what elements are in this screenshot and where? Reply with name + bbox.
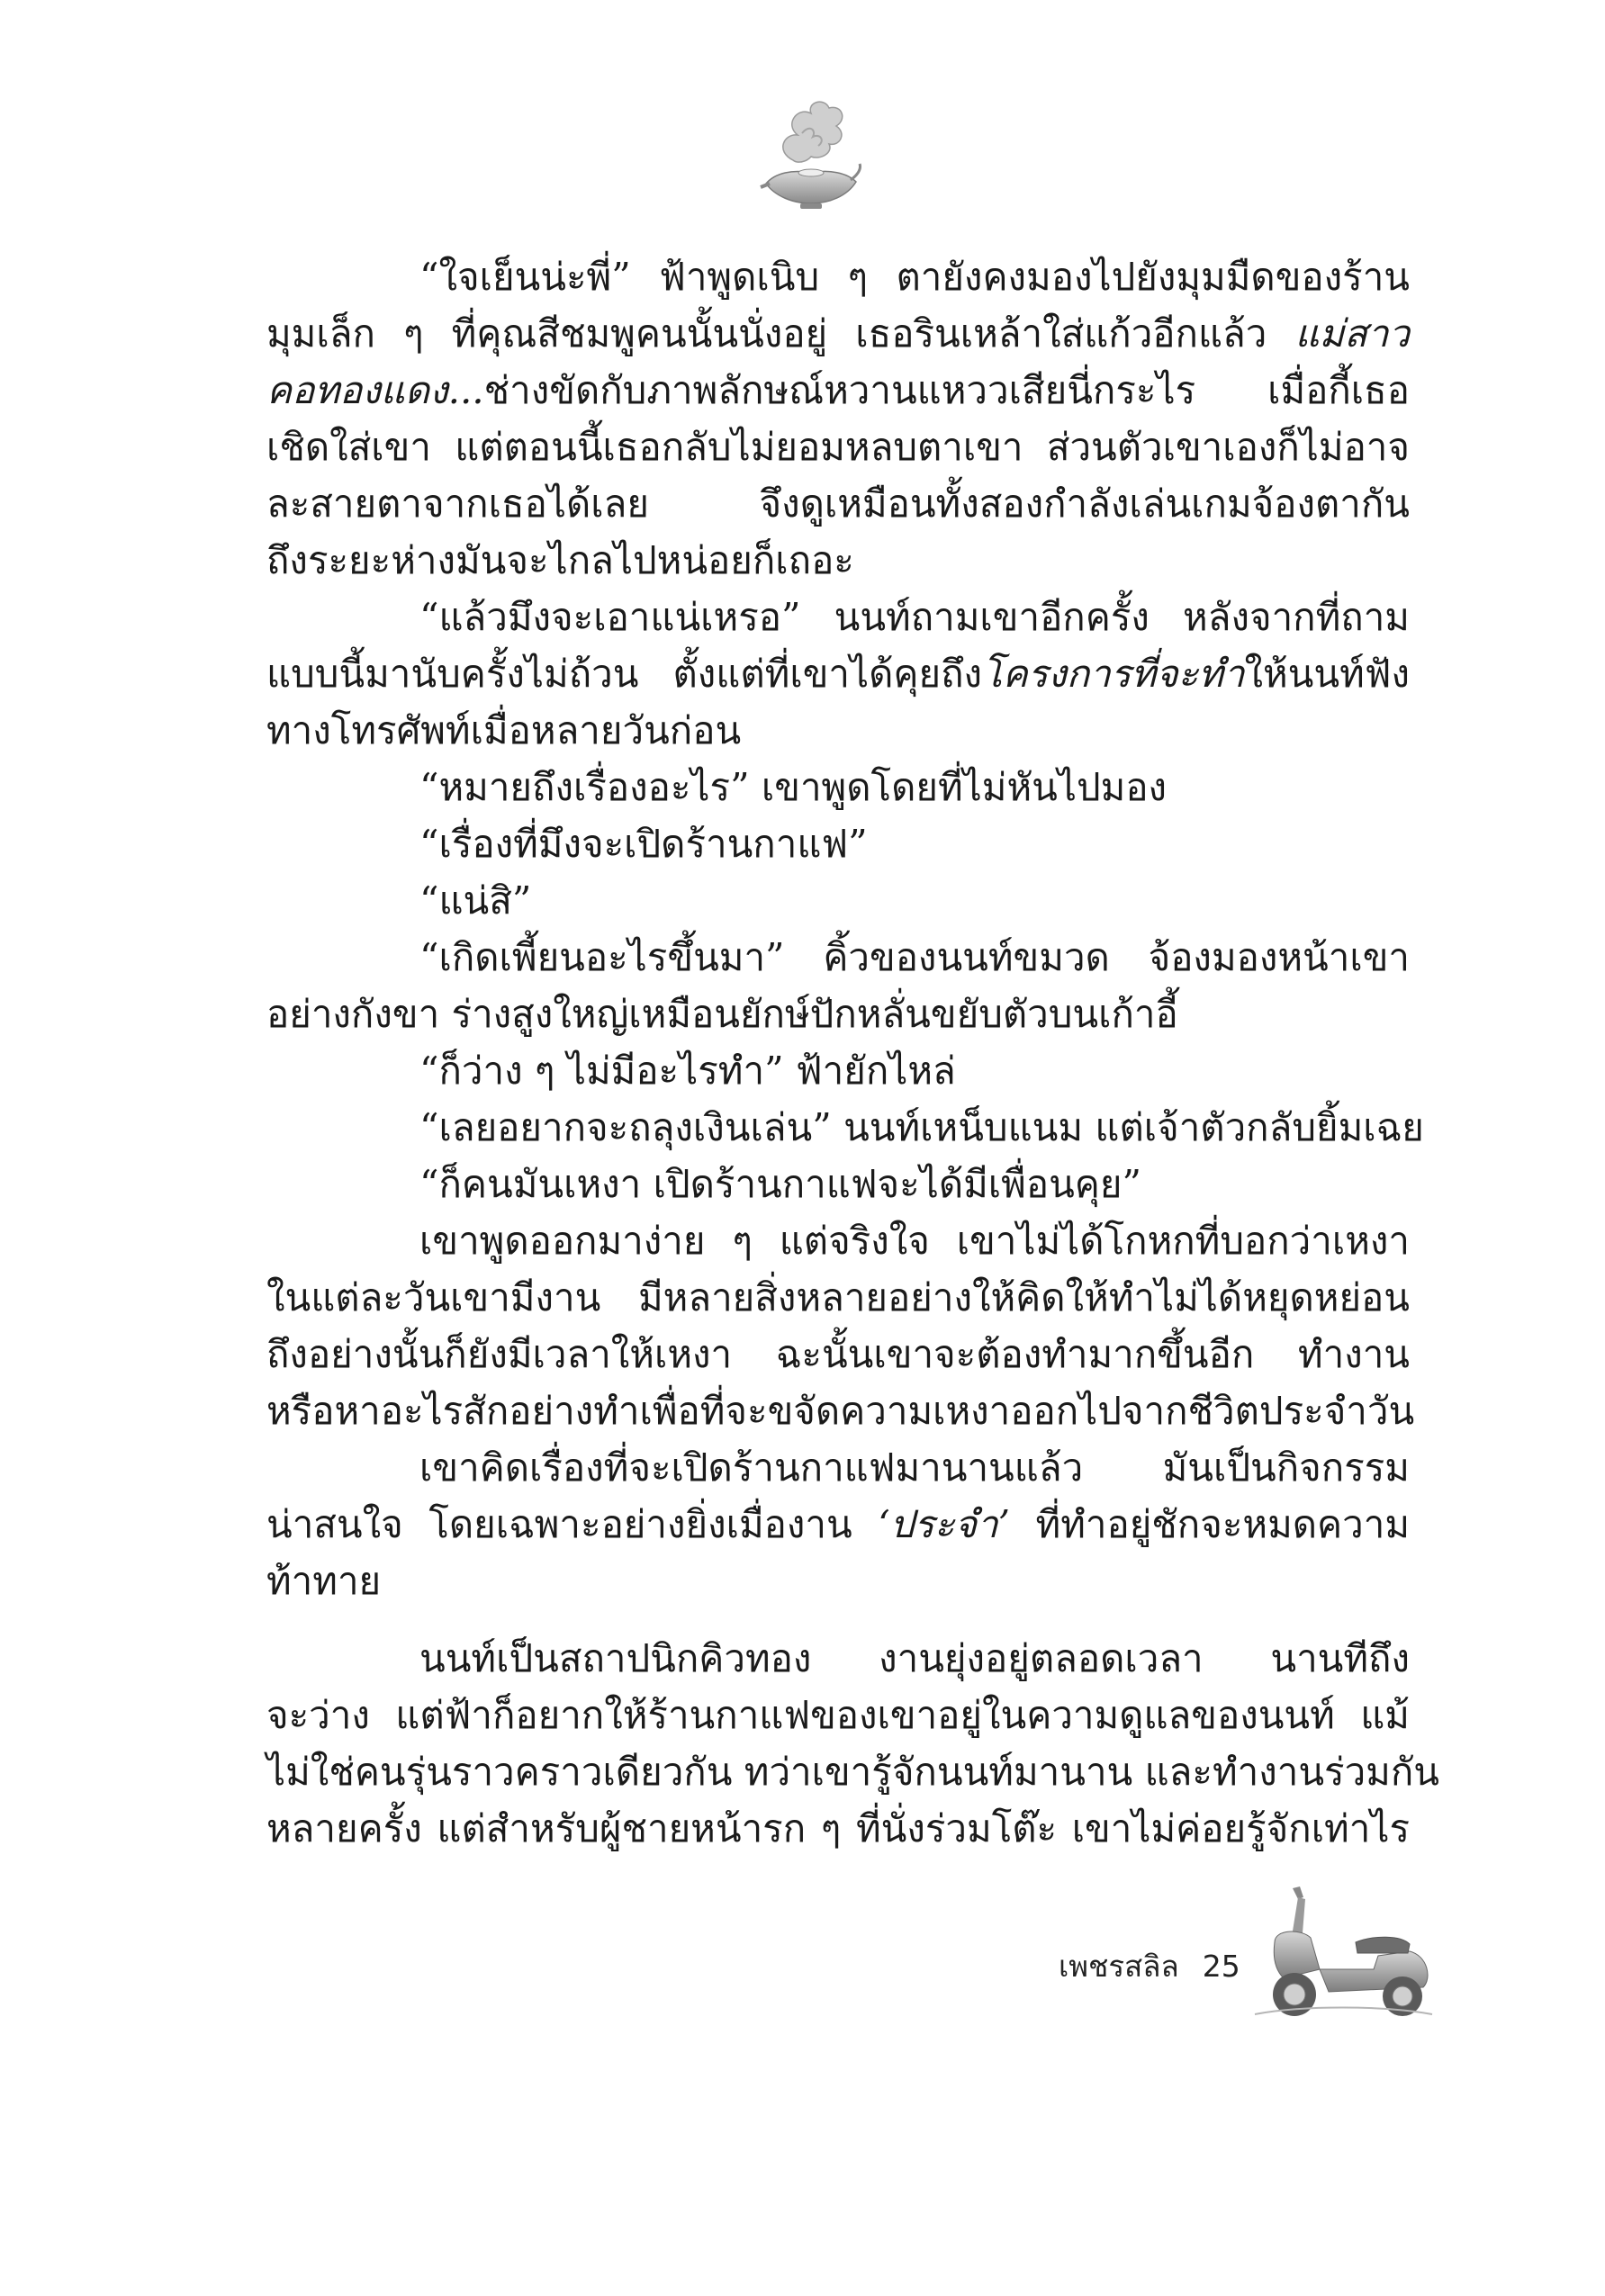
line-text: จะว่าง แต่ฟ้าก็อยากให้ร้านกาแฟของเขาอยู่ในความดูแลของนนท์ แม้ (266, 1693, 1410, 1737)
text-line (419, 874, 531, 928)
text-line (266, 477, 1410, 531)
text-line (419, 590, 1410, 644)
text-line (266, 647, 1410, 701)
page-number: 25 (1202, 1949, 1240, 1984)
line-text: ในแต่ละวันเขามีงาน มีหลายสิ่งหลายอย่างให้คิดให้ทำไม่ได้หยุดหย่อน (266, 1275, 1410, 1319)
text-line (266, 1688, 1410, 1742)
line-text: ท้าทาย (266, 1559, 382, 1603)
line-text: นนท์เป็นสถาปนิกคิวทอง งานยุ่งอยู่ตลอดเวลา นานทีถึง (419, 1636, 1410, 1680)
text-line (419, 1157, 1141, 1211)
text-line (419, 1101, 1424, 1155)
text-line (419, 931, 1410, 985)
text-line (419, 761, 1167, 815)
text-line (266, 1498, 1410, 1552)
text-line (266, 1745, 1440, 1799)
line-text: น่าสนใจ โดยเฉพาะอย่างยิ่งเมื่องาน (266, 1502, 879, 1546)
line-text: แบบนี้มานับครั้งไม่ถ้วน ตั้งแต่ที่เขาได้คุยถึง (266, 652, 983, 696)
line-text: ถึงอย่างนั้นก็ยังมีเวลาให้เหงา ฉะนั้นเขาจะต้องทำมากขึ้นอีก ทำงาน (266, 1332, 1410, 1376)
text-line (419, 817, 868, 871)
line-text: ถึงระยะห่างมันจะไกลไปหน่อยก็เถอะ (266, 538, 854, 582)
line-text: หรือหาอะไรสักอย่างทำเพื่อที่จะขจัดความเหงาออกไปจากชีวิตประจำวัน (266, 1389, 1415, 1433)
text-line (266, 534, 854, 588)
italic-phrase: แม่สาว (1294, 311, 1410, 356)
line-text: ไม่ใช่คนรุ่นราวคราวเดียวกัน ทว่าเขารู้จักนนท์มานาน และทำงานร่วมกัน (266, 1750, 1440, 1794)
line-text: เขาคิดเรื่องที่จะเปิดร้านกาแฟมานานแล้ว มันเป็นกิจกรรม (419, 1445, 1410, 1490)
text-line (419, 1632, 1410, 1686)
text-line (266, 1554, 381, 1608)
line-text: ช่างขัดกับภาพลักษณ์หวานแหววเสียนี่กระไร เมื่อกี้เธอ (483, 368, 1410, 412)
text-line (266, 420, 1410, 474)
line-text: หลายครั้ง แต่สำหรับผู้ชายหน้ารก ๆ ที่นั่งร่วมโต๊ะ เขาไม่ค่อยรู้จักเท่าไร (266, 1806, 1410, 1850)
line-text: “ใจเย็นน่ะพี่” ฟ้าพูดเนิบ ๆ ตายังคงมองไปยังมุมมืดของร้าน (419, 255, 1410, 299)
line-text: อย่างกังขา ร่างสูงใหญ่เหมือนยักษ์ปักหลั่นขยับตัวบนเก้าอี้ (266, 992, 1178, 1036)
line-text: เชิดใส่เขา แต่ตอนนี้เธอกลับไม่ยอมหลบตาเขา ส่วนตัวเขาเองก็ไม่อาจ (266, 425, 1410, 469)
scooter-icon (1248, 1879, 1437, 2023)
line-text: “ก็คนมันเหงา เปิดร้านกาแฟจะได้มีเพื่อนคุย” (419, 1162, 1141, 1206)
line-text: “แล้วมึงจะเอาแน่เหรอ” นนท์ถามเขาอีกครั้ง หลังจากที่ถาม (419, 595, 1410, 639)
line-text: “เกิดเพี้ยนอะไรขึ้นมา” คิ้วของนนท์ขมวด จ้องมองหน้าเขา (419, 935, 1410, 979)
page-footer (1059, 1942, 1240, 1990)
line-text: มุมเล็ก ๆ ที่คุณสีชมพูคนนั้นนั่งอยู่ เธอรินเหล้าใส่แก้วอีกแล้ว (266, 311, 1295, 356)
text-line (419, 1214, 1410, 1268)
line-text: ให้นนท์ฟัง (1244, 652, 1410, 696)
text-line (266, 704, 741, 758)
line-text: ละสายตาจากเธอได้เลย จึงดูเหมือนทั้งสองกำลังเล่นเกมจ้องตากัน (266, 482, 1410, 526)
text-line (266, 1802, 1410, 1856)
text-line (266, 1328, 1410, 1382)
text-line (419, 1044, 956, 1098)
text-line (419, 1441, 1410, 1495)
genie-lamp-icon (757, 97, 863, 212)
italic-phrase: โครงการที่จะทำ (982, 652, 1245, 696)
line-text: “หมายถึงเรื่องอะไร” เขาพูดโดยที่ไม่หันไปมอง (419, 765, 1168, 809)
line-text: “แน่สิ” (419, 878, 532, 923)
text-line (419, 250, 1410, 304)
italic-phrase: คอทองแดง... (266, 368, 484, 412)
text-line (266, 307, 1410, 361)
line-text: “เลยอยากจะถลุงเงินเล่น” นนท์เหน็บแนม แต่เจ้าตัวกลับยิ้มเฉย (419, 1105, 1424, 1149)
text-line (266, 1384, 1415, 1438)
text-line (266, 987, 1178, 1041)
text-line (266, 1271, 1410, 1325)
line-text: ทางโทรศัพท์เมื่อหลายวันก่อน (266, 708, 742, 752)
line-text: ที่ทำอยู่ชักจะหมดความ (1009, 1502, 1411, 1546)
line-text: “ก็ว่าง ๆ ไม่มีอะไรทำ” ฟ้ายักไหล่ (419, 1049, 956, 1093)
text-line (266, 364, 1410, 418)
italic-phrase: ‘ประจำ’ (878, 1502, 1010, 1546)
book-title: เพชรสลิล (1059, 1949, 1179, 1984)
line-text: “เรื่องที่มึงจะเปิดร้านกาแฟ” (419, 822, 868, 866)
line-text: เขาพูดออกมาง่าย ๆ แต่จริงใจ เขาไม่ได้โกหกที่บอกว่าเหงา (419, 1219, 1410, 1263)
